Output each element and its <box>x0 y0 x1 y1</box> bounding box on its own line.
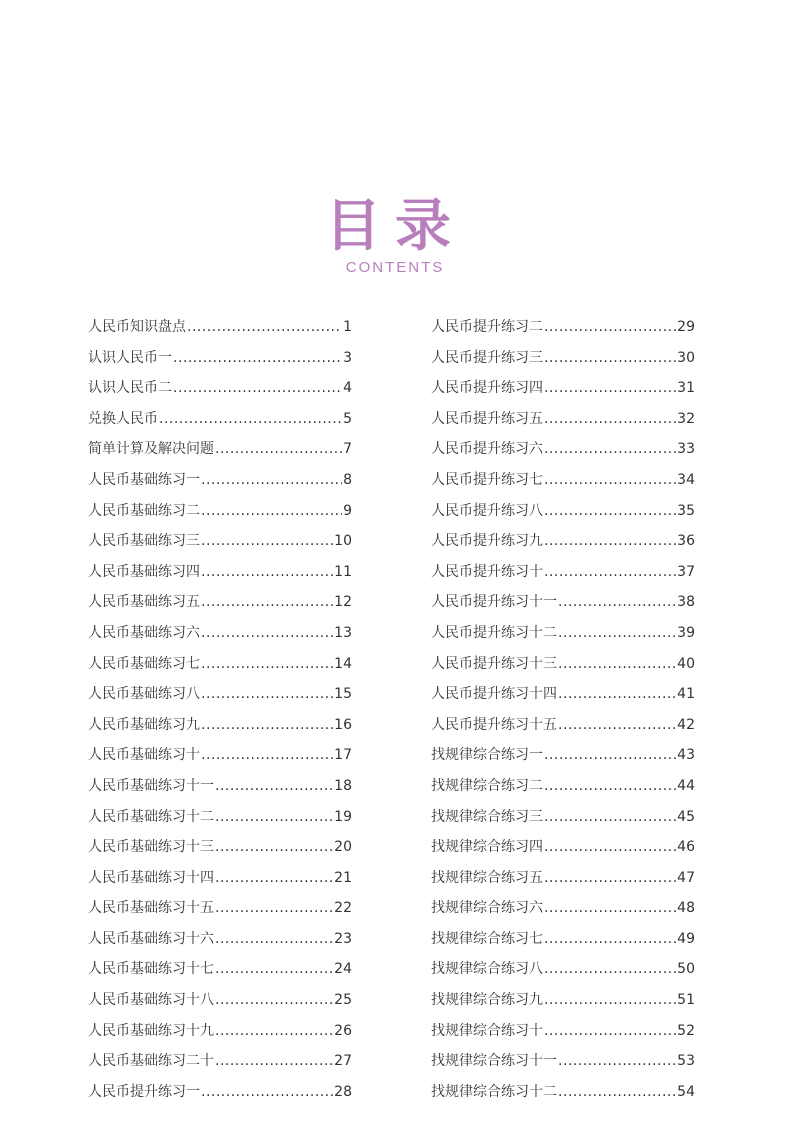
toc-dot-leader <box>558 649 676 680</box>
toc-entry-title: 人民币提升练习十五 <box>431 716 557 733</box>
toc-dot-leader <box>201 465 342 496</box>
toc-entry-title: 认识人民币二 <box>88 380 172 397</box>
toc-entry[interactable] <box>88 404 352 435</box>
toc-entry-page: 38 <box>677 594 695 611</box>
toc-entry-page: 10 <box>334 533 352 550</box>
toc-entry-title: 人民币基础练习十五 <box>88 900 214 917</box>
toc-entry[interactable] <box>431 740 695 771</box>
toc-entry-page: 1 <box>343 319 352 335</box>
toc-entry-title: 人民币提升练习四 <box>431 380 543 397</box>
toc-dot-leader <box>544 312 676 343</box>
toc-dot-leader <box>544 496 676 527</box>
toc-entry-title: 人民币基础练习三 <box>88 533 200 550</box>
toc-entry-page: 45 <box>677 808 695 825</box>
toc-entry-title: 找规律综合练习十一 <box>431 1053 557 1070</box>
toc-dot-leader <box>201 526 333 557</box>
toc-dot-leader <box>201 710 333 741</box>
toc-dot-leader <box>201 557 333 588</box>
toc-dot-leader <box>544 1016 676 1047</box>
toc-entry-title: 人民币提升练习十 <box>431 563 543 580</box>
toc-entry[interactable] <box>431 924 695 955</box>
toc-left-column <box>88 312 352 1107</box>
toc-dot-leader <box>544 863 676 894</box>
toc-entry-page: 42 <box>677 716 695 733</box>
toc-entry-title: 人民币知识盘点 <box>88 319 186 335</box>
toc-dot-leader <box>558 1077 676 1108</box>
toc-entry-title: 人民币提升练习七 <box>431 471 543 488</box>
toc-entry-page: 20 <box>334 839 352 856</box>
toc-dot-leader <box>544 893 676 924</box>
toc-entry[interactable] <box>88 496 352 527</box>
toc-entry[interactable] <box>431 373 695 404</box>
toc-entry-page: 39 <box>677 624 695 641</box>
toc-dot-leader <box>544 924 676 955</box>
toc-entry[interactable] <box>431 618 695 649</box>
toc-entry-title: 人民币基础练习一 <box>88 471 200 488</box>
toc-entry-title: 人民币基础练习五 <box>88 594 200 611</box>
toc-entry[interactable] <box>431 710 695 741</box>
toc-entry-title: 人民币基础练习十 <box>88 747 200 764</box>
toc-dot-leader <box>215 954 333 985</box>
toc-entry-page: 33 <box>677 441 695 458</box>
toc-entry-page: 17 <box>334 747 352 764</box>
toc-dot-leader <box>201 618 333 649</box>
toc-entry-page: 9 <box>343 502 352 519</box>
toc-entry[interactable] <box>431 1046 695 1077</box>
toc-entry[interactable] <box>88 740 352 771</box>
toc-entry-title: 人民币提升练习一 <box>88 1083 200 1100</box>
toc-entry-title: 人民币基础练习七 <box>88 655 200 672</box>
toc-entry-title: 人民币提升练习十四 <box>431 686 557 703</box>
toc-entry-page: 14 <box>334 655 352 672</box>
toc-dot-leader <box>201 1077 333 1108</box>
toc-entry-title: 兑换人民币 <box>88 410 158 427</box>
toc-entry[interactable] <box>431 679 695 710</box>
toc-entry-title: 人民币提升练习八 <box>431 502 543 519</box>
toc-dot-leader <box>558 618 676 649</box>
toc-dot-leader <box>558 679 676 710</box>
toc-entry[interactable] <box>88 679 352 710</box>
toc-entry-page: 53 <box>677 1053 695 1070</box>
toc-dot-leader <box>544 343 676 374</box>
toc-entry-page: 34 <box>677 471 695 488</box>
toc-entry[interactable] <box>88 649 352 680</box>
toc-entry-title: 人民币基础练习十八 <box>88 992 214 1009</box>
toc-dot-leader <box>215 1046 333 1077</box>
toc-entry-page: 13 <box>334 624 352 641</box>
toc-dot-leader <box>558 1046 676 1077</box>
contents-header <box>0 195 790 277</box>
toc-dot-leader <box>544 557 676 588</box>
toc-entry[interactable] <box>88 802 352 833</box>
toc-entry[interactable] <box>431 649 695 680</box>
toc-entry[interactable] <box>88 526 352 557</box>
toc-entry[interactable] <box>431 1077 695 1108</box>
toc-dot-leader <box>544 373 676 404</box>
toc-entry-title: 人民币基础练习十三 <box>88 839 214 856</box>
toc-dot-leader <box>544 404 676 435</box>
toc-entry-title: 人民币基础练习十九 <box>88 1022 214 1039</box>
toc-dot-leader <box>544 802 676 833</box>
toc-entry-page: 50 <box>677 961 695 978</box>
toc-entry[interactable] <box>431 312 695 343</box>
toc-entry[interactable] <box>88 924 352 955</box>
toc-dot-leader <box>173 373 342 404</box>
toc-entry-title: 认识人民币一 <box>88 349 172 366</box>
toc-entry-page: 16 <box>334 716 352 733</box>
page-subtitle: CONTENTS <box>345 259 445 276</box>
toc-entry-page: 18 <box>334 777 352 794</box>
toc-dot-leader <box>215 863 333 894</box>
toc-entry-title: 人民币基础练习十一 <box>88 777 214 794</box>
toc-dot-leader <box>544 832 676 863</box>
toc-dot-leader <box>215 893 333 924</box>
toc-entry[interactable] <box>88 587 352 618</box>
toc-entry[interactable] <box>88 434 352 465</box>
toc-entry-page: 15 <box>334 686 352 703</box>
toc-dot-leader <box>544 434 676 465</box>
toc-dot-leader <box>215 1016 333 1047</box>
toc-dot-leader <box>215 924 333 955</box>
toc-entry[interactable] <box>88 343 352 374</box>
toc-entry[interactable] <box>88 465 352 496</box>
toc-entry-page: 54 <box>677 1083 695 1100</box>
toc-entry-title: 人民币提升练习十二 <box>431 624 557 641</box>
toc-entry-page: 35 <box>677 502 695 519</box>
toc-entry[interactable] <box>88 985 352 1016</box>
toc-dot-leader <box>201 496 342 527</box>
toc-entry-page: 31 <box>677 380 695 397</box>
toc-entry[interactable] <box>431 832 695 863</box>
toc-entry-page: 32 <box>677 410 695 427</box>
toc-entry-title: 找规律综合练习九 <box>431 992 543 1009</box>
toc-entry-title: 人民币基础练习六 <box>88 624 200 641</box>
toc-dot-leader <box>215 985 333 1016</box>
toc-entry-title: 找规律综合练习二 <box>431 777 543 794</box>
toc-dot-leader <box>544 465 676 496</box>
toc-entry[interactable] <box>431 985 695 1016</box>
toc-entry-page: 51 <box>677 992 695 1009</box>
toc-dot-leader <box>544 771 676 802</box>
toc-entry[interactable] <box>431 526 695 557</box>
toc-entry-page: 3 <box>343 349 352 366</box>
toc-entry-title: 找规律综合练习七 <box>431 930 543 947</box>
toc-entry-title: 找规律综合练习六 <box>431 900 543 917</box>
toc-entry-page: 47 <box>677 869 695 886</box>
toc-entry-title: 人民币基础练习二 <box>88 502 200 519</box>
toc-entry-page: 52 <box>677 1022 695 1039</box>
toc-entry[interactable] <box>88 312 352 343</box>
toc-entry-title: 人民币提升练习十三 <box>431 655 557 672</box>
toc-entry[interactable] <box>88 771 352 802</box>
toc-entry-title: 人民币提升练习五 <box>431 410 543 427</box>
toc-entry[interactable] <box>88 832 352 863</box>
toc-dot-leader <box>201 679 333 710</box>
toc-entry-page: 26 <box>334 1022 352 1039</box>
toc-dot-leader <box>544 985 676 1016</box>
toc-entry[interactable] <box>431 404 695 435</box>
toc-dot-leader <box>544 954 676 985</box>
toc-entry-page: 49 <box>677 930 695 947</box>
toc-entry-page: 28 <box>334 1083 352 1100</box>
toc-entry-page: 8 <box>343 471 352 488</box>
toc-entry[interactable] <box>88 863 352 894</box>
toc-entry-title: 找规律综合练习一 <box>431 747 543 764</box>
toc-entry-title: 人民币基础练习九 <box>88 716 200 733</box>
toc-entry-title: 找规律综合练习十二 <box>431 1083 557 1100</box>
toc-entry[interactable] <box>88 1046 352 1077</box>
toc-entry-page: 4 <box>343 380 352 397</box>
toc-entry[interactable] <box>431 954 695 985</box>
toc-dot-leader <box>558 710 676 741</box>
toc-entry-page: 11 <box>334 563 352 580</box>
toc-dot-leader <box>215 802 333 833</box>
toc-entry[interactable] <box>431 496 695 527</box>
toc-entry-page: 22 <box>334 900 352 917</box>
toc-entry-title: 找规律综合练习四 <box>431 839 543 856</box>
toc-entry-page: 41 <box>677 686 695 703</box>
toc-entry-page: 7 <box>343 441 352 458</box>
toc-entry-title: 人民币基础练习八 <box>88 686 200 703</box>
toc-entry-page: 27 <box>334 1053 352 1070</box>
toc-entry[interactable] <box>431 893 695 924</box>
toc-entry-page: 30 <box>677 349 695 366</box>
toc-dot-leader <box>159 404 342 435</box>
toc-entry[interactable] <box>88 1077 352 1108</box>
toc-entry-page: 48 <box>677 900 695 917</box>
toc-entry-title: 人民币基础练习十六 <box>88 930 214 947</box>
toc-entry[interactable] <box>431 802 695 833</box>
toc-entry[interactable] <box>88 893 352 924</box>
toc-entry-title: 人民币基础练习十七 <box>88 961 214 978</box>
toc-entry-page: 37 <box>677 563 695 580</box>
toc-entry[interactable] <box>431 343 695 374</box>
toc-entry-title: 人民币基础练习四 <box>88 563 200 580</box>
toc-entry[interactable] <box>88 710 352 741</box>
toc-entry-title: 人民币提升练习二 <box>431 319 543 335</box>
toc-entry-title: 人民币基础练习十四 <box>88 869 214 886</box>
toc-dot-leader <box>215 832 333 863</box>
toc-entry[interactable] <box>431 863 695 894</box>
toc-dot-leader <box>187 312 342 343</box>
toc-entry[interactable] <box>431 434 695 465</box>
toc-entry-page: 24 <box>334 961 352 978</box>
toc-entry[interactable] <box>88 557 352 588</box>
toc-entry-page: 43 <box>677 747 695 764</box>
toc-dot-leader <box>558 587 676 618</box>
page-title: 目录 <box>325 194 465 259</box>
toc-entry-title: 人民币提升练习六 <box>431 441 543 458</box>
toc-entry-page: 23 <box>334 930 352 947</box>
toc-entry[interactable] <box>88 1016 352 1047</box>
toc-entry-page: 25 <box>334 992 352 1009</box>
toc-entry-title: 找规律综合练习八 <box>431 961 543 978</box>
toc-entry[interactable] <box>431 771 695 802</box>
toc-entry-page: 21 <box>334 869 352 886</box>
toc-dot-leader <box>544 526 676 557</box>
toc-entry[interactable] <box>431 557 695 588</box>
toc-dot-leader <box>201 649 333 680</box>
toc-entry-page: 29 <box>677 319 695 335</box>
toc-entry-page: 46 <box>677 839 695 856</box>
toc-entry-title: 人民币基础练习十二 <box>88 808 214 825</box>
toc-entry-page: 12 <box>334 594 352 611</box>
toc-entry-title: 人民币提升练习十一 <box>431 594 557 611</box>
toc-entry-title: 找规律综合练习三 <box>431 808 543 825</box>
toc-entry[interactable] <box>88 373 352 404</box>
toc-entry-page: 44 <box>677 777 695 794</box>
toc-entry-page: 40 <box>677 655 695 672</box>
toc-dot-leader <box>215 434 342 465</box>
toc-dot-leader <box>201 587 333 618</box>
toc-entry-title: 人民币提升练习九 <box>431 533 543 550</box>
toc-dot-leader <box>201 740 333 771</box>
toc-entry[interactable] <box>431 587 695 618</box>
toc-entry-title: 找规律综合练习五 <box>431 869 543 886</box>
toc-entry[interactable] <box>431 1016 695 1047</box>
toc-entry-title: 简单计算及解决问题 <box>88 441 214 458</box>
toc-entry[interactable] <box>88 618 352 649</box>
toc-entry-page: 19 <box>334 808 352 825</box>
toc-entry-title: 人民币基础练习二十 <box>88 1053 214 1070</box>
toc-dot-leader <box>215 771 333 802</box>
toc-dot-leader <box>173 343 342 374</box>
toc-entry[interactable] <box>88 954 352 985</box>
toc-entry-title: 找规律综合练习十 <box>431 1022 543 1039</box>
toc-entry-page: 36 <box>677 533 695 550</box>
toc-dot-leader <box>544 740 676 771</box>
toc-entry-title: 人民币提升练习三 <box>431 349 543 366</box>
toc-entry[interactable] <box>431 465 695 496</box>
toc-entry-page: 5 <box>343 410 352 427</box>
toc-right-column <box>431 312 695 1107</box>
